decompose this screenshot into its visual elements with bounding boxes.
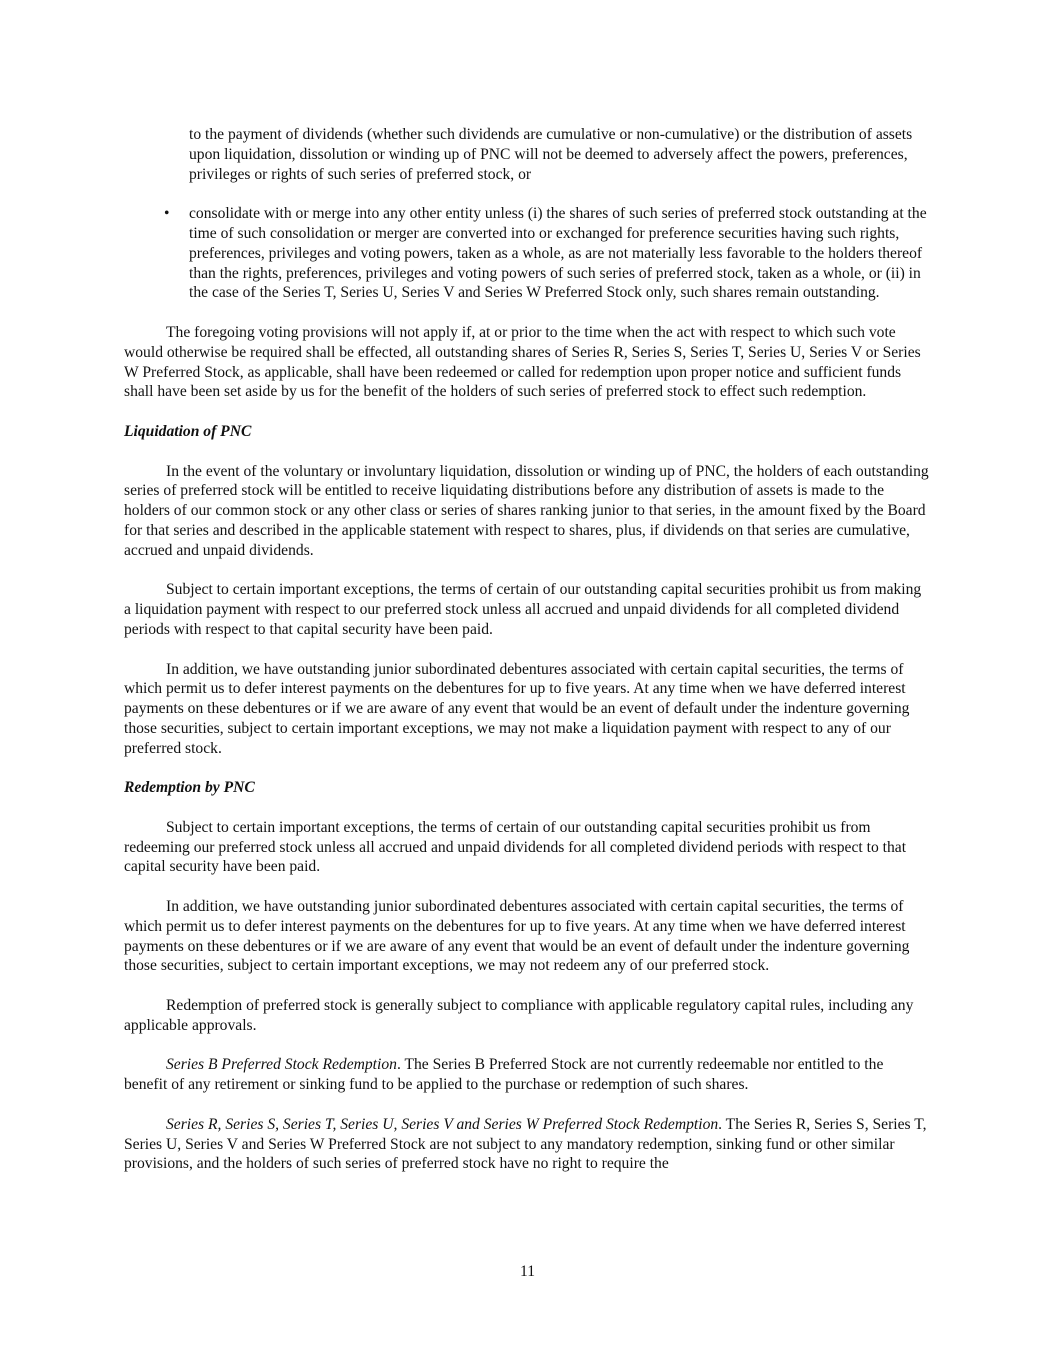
bullet-text: consolidate with or merge into any other entity unless (i) the shares of such series of preferred stock outstanding at the time of such consolidation or merger are converted into or exchanged for preference securities having such rights, preferences, privileges and voting powers, taken as a whole, as are not materially less favorable to the holders thereof than the rights, preferences, privileges and voting powers of such series of preferred stock, taken as a whole, or (ii) in the case of the Series T, Series U, Series V and Series W Preferred Stock only, such shares remain outstanding. [189,205,927,302]
liquidation-paragraph-2: Subject to certain important exceptions, the terms of certain of our outstanding capital securities prohibit us from making a liquidation payment with respect to our preferred stock unless all accrued and unpaid dividends for all completed dividend periods with respect to that capital security have been paid. [124,581,922,638]
series-b-redemption-text: . The Series B Preferred Stock are not currently redeemable nor entitled to the benefit of any retirement or sinking fund to be applied to the purchase or redemption of such shares. [124,1056,884,1094]
redemption-heading: Redemption by PNC [124,779,255,797]
series-rw-redemption-title: Series R, Series S, Series T, Series U, Series V and Series W Preferred Stock Redemption [166,1115,719,1133]
series-b-redemption-title: Series B Preferred Stock Redemption [166,1056,397,1074]
redemption-paragraph-1: Subject to certain important exceptions, the terms of certain of our outstanding capital securities prohibit us from redeeming our preferred stock unless all accrued and unpaid dividends for all completed dividend periods with respect to that capital security have been paid. [124,818,907,876]
liquidation-heading: Liquidation of PNC [124,422,252,440]
liquidation-paragraph-3: In addition, we have outstanding junior subordinated debentures associated with certain capital securities, the terms of which permit us to defer interest payments on the debentures for up to five years. At any time when we have deferred interest payments on these debentures or if we are aware of any event that would be an event of default under the indenture governing those securities, subject to certain important exceptions, we may not make a liquidation payment with respect to any of our preferred stock. [124,660,910,757]
continuation-paragraph: to the payment of dividends (whether such dividends are cumulative or non-cumulative) or the distribution of assets upon liquidation, dissolution or winding up of PNC will not be deemed to adversely affect the powers, preferences, privileges or rights of such series of preferred stock, or [189,126,913,183]
page-number: 11 [519,1263,535,1280]
redemption-paragraph-3: Redemption of preferred stock is generally subject to compliance with applicable regulatory capital rules, including any applicable approvals. [124,997,914,1034]
voting-provisions-paragraph: The foregoing voting provisions will not apply if, at or prior to the time when the act with respect to which such vote would otherwise be required shall be effected, all outstanding shares of Series R, Series S, Series T, Series U, Series V or Series W Preferred Stock, as applicable, shall have been redeemed or called for redemption upon proper notice and sufficient funds shall have been set aside by us for the benefit of the holders of such series of preferred stock to effect such redemption. [124,323,921,401]
liquidation-paragraph-1: In the event of the voluntary or involuntary liquidation, dissolution or winding up of PNC, the holders of each outstanding series of preferred stock will be entitled to receive liquidating distributions before any distribution of assets is made to the holders of our common stock or any other class or series of shares ranking junior to that series, in the amount fixed by the Board for that series and described in the applicable statement with respect to shares, plus, if dividends on that series are cumulative, accrued and unpaid dividends. [124,462,929,559]
series-rw-redemption-text: . The Series R, Series S, Series T, Series U, Series V and Series W Preferred Stock are not subject to any mandatory redemption, sinking fund or other similar provisions, and the holders of such series of preferred stock have no right to require the [124,1115,927,1173]
document-page [124,125,930,1174]
series-rw-redemption-paragraph [124,1115,930,1174]
bullet-icon: • [164,205,170,223]
series-b-redemption-paragraph [124,1055,930,1095]
bullet-list-item [164,204,930,303]
redemption-paragraph-2: In addition, we have outstanding junior subordinated debentures associated with certain capital securities, the terms of which permit us to defer interest payments on the debentures for up to five years. At any time when we have deferred interest payments on these debentures or if we are aware of any event that would be an event of default under the indenture governing those securities, subject to certain important exceptions, we may not redeem any of our preferred stock. [124,898,910,975]
